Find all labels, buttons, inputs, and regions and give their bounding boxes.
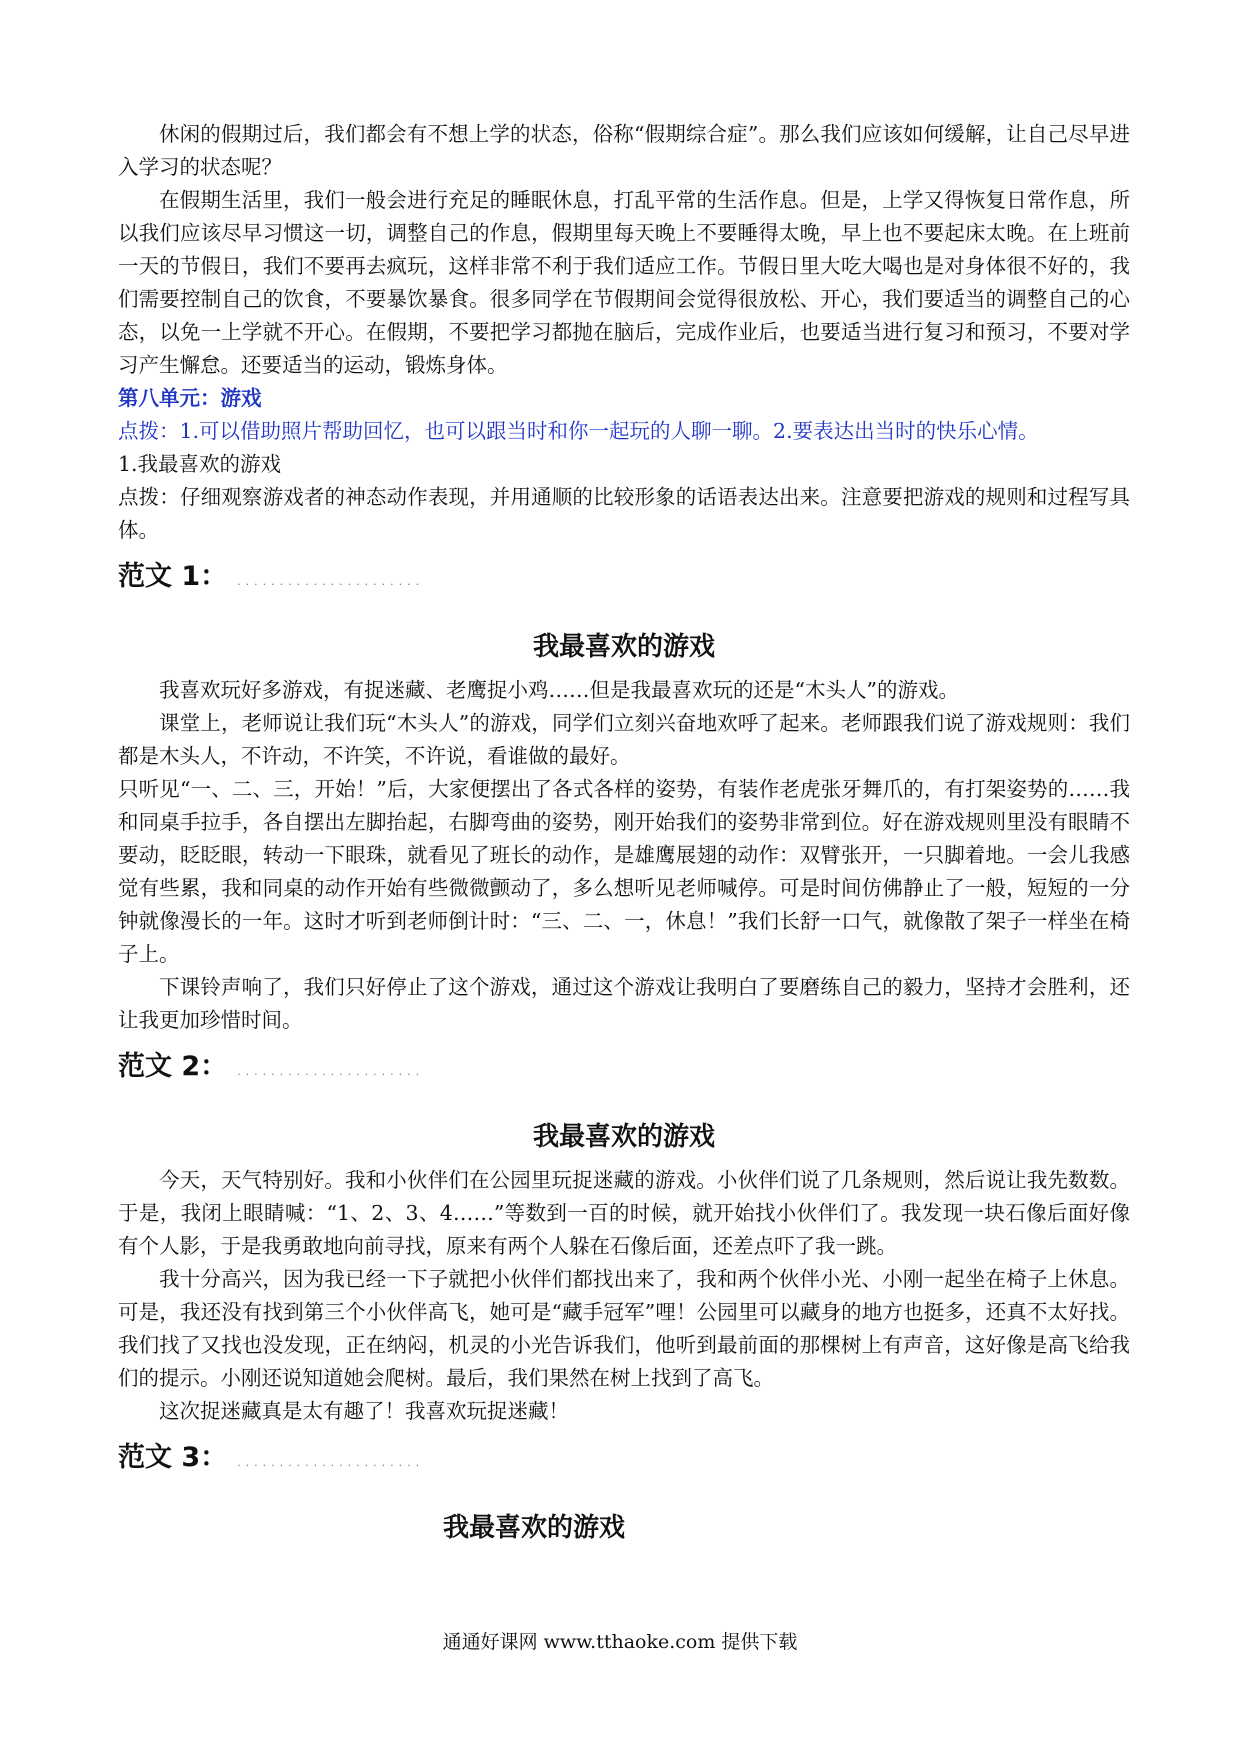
- essay-2-dots: ......................: [237, 1065, 425, 1078]
- intro-paragraph-1: 休闲的假期过后，我们都会有不想上学的状态，俗称“假期综合症”。那么我们应该如何缓解，让自己尽早进入学习的状态呢？: [118, 122, 1130, 179]
- essay-3-title: 我最喜欢的游戏: [443, 1513, 626, 1543]
- essay-1-paragraph: 只听见“一、二、三，开始！”后，大家便摆出了各式各样的姿势，有装作老虎张牙舞爪的，有打架姿势的……我和同桌手拉手，各自摆出左脚抬起，右脚弯曲的姿势，刚开始我们的姿势非常到位。好在游戏规则里没有眼睛不要动，眨眨眼，转动一下眼珠，就看见了班长的动作，是雄鹰展翅的动作：双臂张开，一只脚着地。一会儿我感觉有些累，我和同桌的动作开始有些微微颤动了，多么想听见老师喊停。可是时间仿佛静止了一般，短短的一分钟就像漫长的一年。这时才听到老师倒计时：“三、二、一，休息！”我们长舒一口气，就像散了架子一样坐在椅子上。: [118, 777, 1130, 966]
- unit-tip: 点拨：1.可以借助照片帮助回忆，也可以跟当时和你一起玩的人聊一聊。2.要表达出当时的快乐心情。: [118, 419, 1039, 443]
- essay-1-dots: ......................: [237, 575, 425, 588]
- essay-2-heading: [118, 1049, 1130, 1090]
- essay-2-title: 我最喜欢的游戏: [532, 1122, 715, 1152]
- essay-2-paragraph: 我十分高兴，因为我已经一下子就把小伙伴们都找出来了，我和两个伙伴小光、小刚一起坐在椅子上休息。可是，我还没有找到第三个小伙伴高飞，她可是“藏手冠军”哩！公园里可以藏身的地方也挺多，还真不太好找。我们找了又找也没发现，正在纳闷，机灵的小光告诉我们，他听到最前面的那棵树上有声音，这好像是高飞给我们的提示。小刚还说知道她会爬树。最后，我们果然在树上找到了高飞。: [118, 1267, 1130, 1390]
- essay-1-heading: [118, 559, 1130, 600]
- essay-1-paragraph: 下课铃声响了，我们只好停止了这个游戏，通过这个游戏让我明白了要磨练自己的毅力，坚持才会胜利，还让我更加珍惜时间。: [118, 975, 1130, 1032]
- essay-3-dots: ......................: [237, 1456, 425, 1469]
- essay-3-heading: [118, 1440, 1130, 1481]
- essay-2-paragraph: 这次捉迷藏真是太有趣了！我喜欢玩捉迷藏！: [159, 1399, 569, 1423]
- essay-1-label: 范文 1：: [118, 561, 228, 592]
- essay-1-paragraph: 我喜欢玩好多游戏，有捉迷藏、老鹰捉小鸡……但是我最喜欢玩的还是“木头人”的游戏。: [159, 678, 959, 702]
- essay-2-paragraph: 今天，天气特别好。我和小伙伴们在公园里玩捉迷藏的游戏。小伙伴们说了几条规则，然后说让我先数数。于是，我闭上眼睛喊：“1、2、3、4……”等数到一百的时候，就开始找小伙伴们了。我发现一块石像后面好像有个人影，于是我勇敢地向前寻找，原来有两个人躲在石像后面，还差点吓了我一跳。: [118, 1168, 1130, 1258]
- topic-tip: 点拨：仔细观察游戏者的神态动作表现，并用通顺的比较形象的话语表达出来。注意要把游戏的规则和过程写具体。: [118, 485, 1130, 542]
- topic-title: 1.我最喜欢的游戏: [118, 452, 282, 476]
- page-footer: 通通好课网 www.tthaoke.com 提供下载: [442, 1631, 798, 1653]
- essay-2-label: 范文 2：: [118, 1051, 228, 1082]
- essay-3-label: 范文 3：: [118, 1442, 228, 1473]
- document-page: [118, 118, 1130, 1555]
- unit-title: 第八单元：游戏: [118, 386, 262, 410]
- essay-1-paragraph: 课堂上，老师说让我们玩“木头人”的游戏，同学们立刻兴奋地欢呼了起来。老师跟我们说了游戏规则：我们都是木头人，不许动，不许笑，不许说，看谁做的最好。: [118, 711, 1130, 768]
- essay-1-title: 我最喜欢的游戏: [532, 632, 715, 662]
- intro-paragraph-2: 在假期生活里，我们一般会进行充足的睡眠休息，打乱平常的生活作息。但是，上学又得恢复日常作息，所以我们应该尽早习惯这一切，调整自己的作息，假期里每天晚上不要睡得太晚，早上也不要起床太晚。在上班前一天的节假日，我们不要再去疯玩，这样非常不利于我们适应工作。节假日里大吃大喝也是对身体很不好的，我们需要控制自己的饮食，不要暴饮暴食。很多同学在节假期间会觉得很放松、开心，我们要适当的调整自己的心态，以免一上学就不开心。在假期，不要把学习都抛在脑后，完成作业后，也要适当进行复习和预习，不要对学习产生懈怠。还要适当的运动，锻炼身体。: [118, 188, 1130, 377]
